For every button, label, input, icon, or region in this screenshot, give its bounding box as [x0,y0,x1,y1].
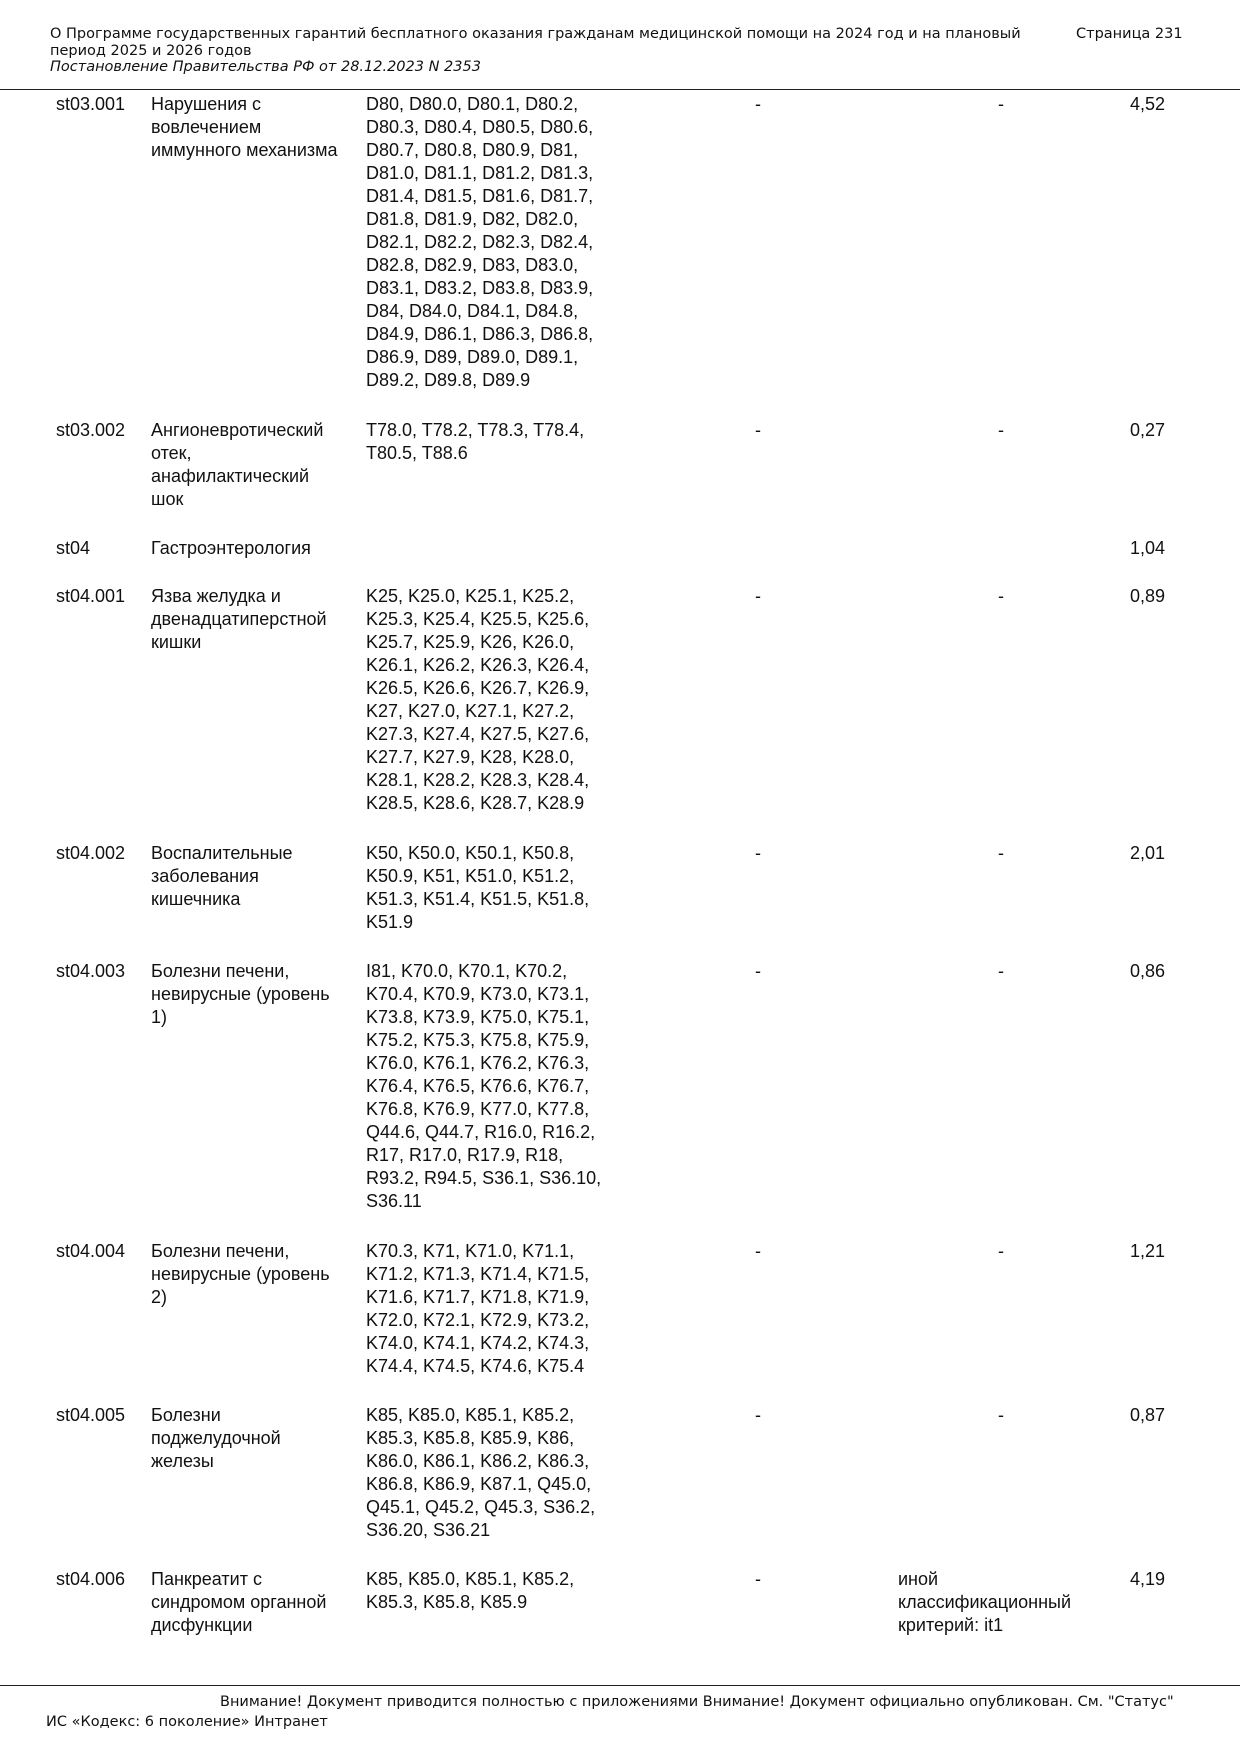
row-name: Нарушения с вовлечением иммунного механизма [151,94,338,160]
row-code: st04.002 [56,843,126,863]
row-icd-codes: I81, K70.0, K70.1, K70.2, K70.4, K70.9, K73.0, K73.1, K73.8, K73.9, K75.0, K75.1, K75.2, K75.3, K75.8, K75.9, K76.0, K76.1, K76.2, K76.3, K76.4, K76.5, K76.6, K76.7, K76.8, K76.9, K77.0, K77.8, Q44.6, Q44.7, R16.0, R16.2, R17, R17.0, R17.9, R18, R93.2, R94.5, S36.1, S36.10, S36.11 [366,961,602,1211]
row-dash-1: - [755,420,761,440]
row-coefficient: 2,01 [1130,843,1166,863]
row-dash-1: - [755,961,761,981]
row-icd-codes: K50, K50.0, K50.1, K50.8, K50.9, K51, K51.0, K51.2, K51.3, K51.4, K51.5, K51.8, K51.9 [366,843,590,932]
footer-divider [0,1685,1240,1686]
document-title: О Программе государственных гарантий бесплатного оказания гражданам медицинской помощи на 2024 год и на плановый период 2025 и 2026 годов [50,26,1021,59]
row-coefficient: 0,86 [1130,961,1166,981]
row-name: Болезни печени, невирусные (уровень 1) [151,961,330,1027]
row-code: st04.004 [56,1241,126,1261]
row-code: st04.005 [56,1405,126,1425]
row-icd-codes: K85, K85.0, K85.1, K85.2, K85.3, K85.8, K85.9, K86, K86.0, K86.1, K86.2, K86.3, K86.8, K86.9, K87.1, Q45.0, Q45.1, Q45.2, Q45.3, S36.2, S36.20, S36.21 [366,1405,596,1540]
row-code: st04.003 [56,961,126,981]
page-number: Страница 231 [1076,26,1183,42]
row-name: Ангионевротический отек, анафилактический шок [151,420,324,509]
row-icd-codes: K25, K25.0, K25.1, K25.2, K25.3, K25.4, K25.5, K25.6, K25.7, K25.9, K26, K26.0, K26.1, K26.2, K26.3, K26.4, K26.5, K26.6, K26.7, K26.9, K27, K27.0, K27.1, K27.2, K27.3, K27.4, K27.5, K27.6, K27.7, K27.9, K28, K28.0, K28.1, K28.2, K28.3, K28.4, K28.5, K28.6, K28.7, K28.9 [366,586,590,813]
row-icd-codes: K85, K85.0, K85.1, K85.2, K85.3, K85.8, K85.9 [366,1569,575,1612]
row-name: Панкреатит с синдромом органной дисфункции [151,1569,327,1635]
row-dash-2: - [998,843,1004,863]
row-name: Болезни печени, невирусные (уровень 2) [151,1241,330,1307]
row-dash-2: - [998,961,1004,981]
footer-notice: Внимание! Документ приводится полностью с приложениями Внимание! Документ официально опубликован. См. "Статус" [220,1694,1174,1710]
row-dash-2: - [998,1241,1004,1261]
row-dash-1: - [755,1241,761,1261]
row-coefficient: 0,89 [1130,586,1166,606]
row-coefficient: 4,52 [1130,94,1166,114]
row-code: st04.001 [56,586,126,606]
row-coefficient: 1,21 [1130,1241,1166,1261]
row-dash-1: - [755,843,761,863]
row-name: Гастроэнтерология [151,538,311,558]
row-additional-criterion: иной классификационный критерий: it1 [898,1569,1072,1635]
row-code: st04.006 [56,1569,126,1589]
row-dash-1: - [755,586,761,606]
row-name: Воспалительные заболевания кишечника [151,843,293,909]
footer-system: ИС «Кодекс: 6 поколение» Интранет [46,1714,328,1730]
row-name: Язва желудка и двенадцатиперстной кишки [151,586,327,652]
row-name: Болезни поджелудочной железы [151,1405,281,1471]
row-dash-2: - [998,420,1004,440]
row-icd-codes: T78.0, T78.2, T78.3, T78.4, T80.5, T88.6 [366,420,585,463]
row-dash-2: - [998,1405,1004,1425]
row-dash-2: - [998,94,1004,114]
row-icd-codes: D80, D80.0, D80.1, D80.2, D80.3, D80.4, D80.5, D80.6, D80.7, D80.8, D80.9, D81, D81.0, D81.1, D81.2, D81.3, D81.4, D81.5, D81.6, D81.7, D81.8, D81.9, D82, D82.0, D82.1, D82.2, D82.3, D82.4, D82.8, D82.9, D83, D83.0, D83.1, D83.2, D83.8, D83.9, D84, D84.0, D84.1, D84.8, D84.9, D86.1, D86.3, D86.8, D86.9, D89, D89.0, D89.1, D89.2, D89.8, D89.9 [366,94,594,390]
row-code: st04 [56,538,91,558]
row-dash-1: - [755,1405,761,1425]
header-divider [0,89,1240,90]
row-dash-2: - [998,586,1004,606]
row-dash-1: - [755,94,761,114]
row-coefficient: 1,04 [1130,538,1166,558]
row-code: st03.002 [56,420,126,440]
row-coefficient: 0,27 [1130,420,1166,440]
decree-reference: Постановление Правительства РФ от 28.12.2023 N 2353 [50,59,481,75]
row-icd-codes: K70.3, K71, K71.0, K71.1, K71.2, K71.3, K71.4, K71.5, K71.6, K71.7, K71.8, K71.9, K72.0, K72.1, K72.9, K73.2, K74.0, K74.1, K74.2, K74.3, K74.4, K74.5, K74.6, K75.4 [366,1241,590,1376]
row-code: st03.001 [56,94,126,114]
row-dash-1: - [755,1569,761,1589]
row-coefficient: 0,87 [1130,1405,1166,1425]
row-coefficient: 4,19 [1130,1569,1166,1589]
